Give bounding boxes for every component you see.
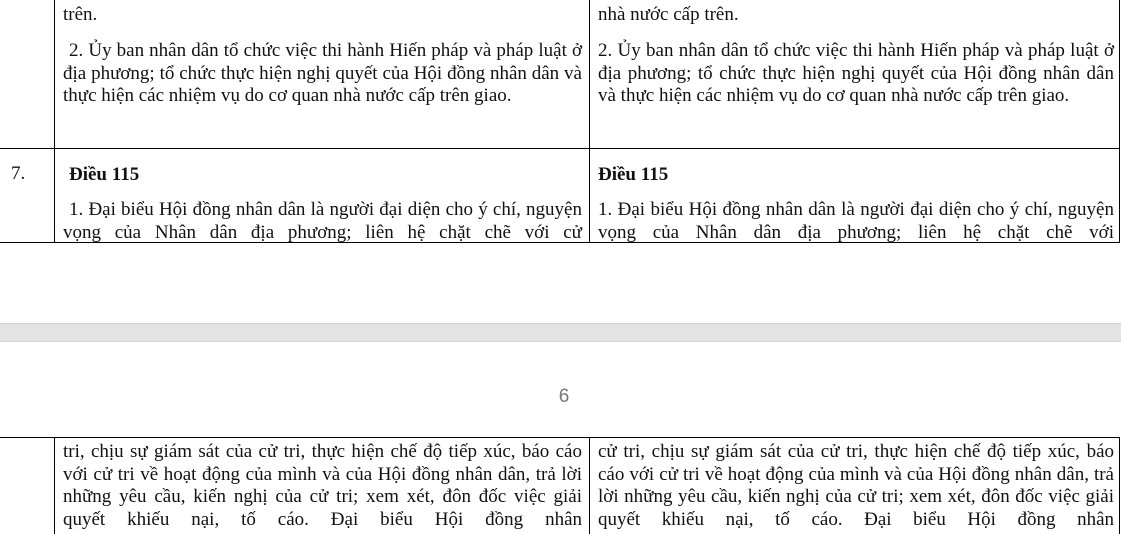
table-row-separator [0, 148, 1120, 149]
prev-row-right-clause-2: 2. Ủy ban nhân dân tổ chức việc thi hành Hiến pháp và pháp luật ở địa phương; tổ chức thực hiện nghị quyết của Hội đồng nhân dân và thực hiện các nhiệm vụ do cơ quan nhà nước cấp trên giao. [598, 40, 1114, 106]
page-number: 6 [558, 386, 570, 407]
page6-table [0, 437, 1121, 534]
prev-row-left-tail: trên. [63, 4, 98, 25]
right-article-heading: Điều 115 [598, 164, 669, 185]
left-clause-1: 1. Đại biểu Hội đồng nhân dân là người đại diện cho ý chí, nguyện vọng của Nhân dân địa phương; liên hệ chặt chẽ với cử [63, 199, 582, 243]
left-article-heading: Điều 115 [69, 164, 140, 185]
document-page-top [0, 0, 1121, 243]
page6-border-right-col [1119, 437, 1120, 534]
row-number: 7. [11, 163, 26, 184]
page6-border-left-col [54, 437, 55, 534]
right-clause-1: 1. Đại biểu Hội đồng nhân dân là người đại diện cho ý chí, nguyện vọng của Nhân dân địa phương; liên hệ chặt chẽ với [598, 199, 1114, 243]
table-border-left-col [54, 0, 55, 243]
page6-table-top-border [0, 437, 1120, 438]
right-clause-1-continued: cử tri, chịu sự giám sát của cử tri, thực hiện chế độ tiếp xúc, báo cáo với cử tri về hoạt động của mình và của Hội đồng nhân dân, trả lời những yêu cầu, kiến nghị của cử tri; xem xét, đôn đốc việc giải quyết khiếu nại, tố cáo. Đại biểu Hội đồng nhân [598, 441, 1114, 530]
page6-border-middle-col [589, 437, 590, 534]
left-clause-1-continued: tri, chịu sự giám sát của cử tri, thực hiện chế độ tiếp xúc, báo cáo với cử tri về hoạt động của mình và của Hội đồng nhân dân, trả lời những yêu cầu, kiến nghị của cử tri; xem xét, đôn đốc việc giải quyết khiếu nại, tố cáo. Đại biểu Hội đồng nhân [63, 441, 582, 530]
prev-row-left-clause-2: 2. Ủy ban nhân dân tổ chức việc thi hành Hiến pháp và pháp luật ở địa phương; tổ chức thực hiện nghị quyết của Hội đồng nhân dân và thực hiện các nhiệm vụ do cơ quan nhà nước cấp trên giao. [63, 40, 582, 106]
table-border-middle-col [589, 0, 590, 243]
page-gap [0, 323, 1121, 342]
table-border-right-col [1119, 0, 1120, 243]
prev-row-right-tail: nhà nước cấp trên. [598, 4, 739, 25]
